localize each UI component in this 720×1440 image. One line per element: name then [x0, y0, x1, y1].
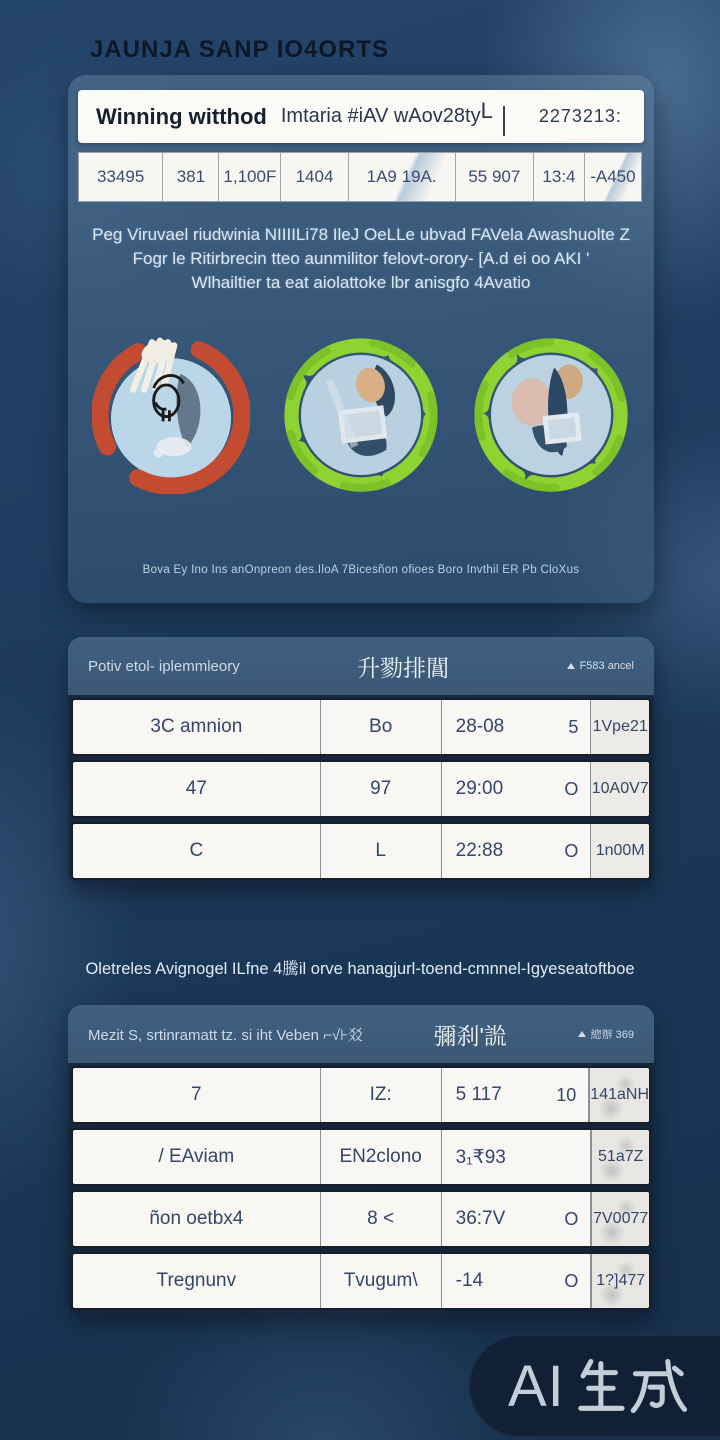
badge-figures-image [472, 336, 630, 494]
table1-header-glyphs: 升勠排閶 [357, 654, 450, 681]
cell-code: EN2clono [321, 1130, 442, 1184]
table1-header-title: Potiv etol- iplemmleory [88, 657, 240, 675]
table-row[interactable] [71, 1190, 651, 1248]
watermark-latin-text: AI [508, 1353, 565, 1419]
table2-header-action[interactable] [578, 1026, 634, 1042]
hero-card [68, 75, 654, 603]
table-row[interactable] [71, 1128, 651, 1186]
cell-code: Bo [321, 700, 442, 754]
table1-header [68, 637, 654, 695]
stat-cell: 55 907 [456, 153, 535, 201]
cell-code: L [321, 824, 442, 878]
cell-code: IZ: [321, 1068, 442, 1122]
cell-score [442, 1254, 592, 1308]
stat-cell: 33495 [79, 153, 163, 201]
page-title: JAUNJA SANP IO4ORTS [90, 36, 390, 63]
cell-id: 51a7Z [591, 1130, 649, 1184]
cell-code: 97 [321, 762, 442, 816]
cell-id: 7V0077 [591, 1192, 649, 1246]
table2-header-action-label: 總辦 369 [590, 1029, 634, 1041]
red-ring-sketch-badge [92, 336, 250, 494]
search-bar[interactable] [78, 90, 644, 143]
stat-cell: -A450 [585, 153, 641, 201]
stat-cell: 381 [163, 153, 219, 201]
hero-caption: Bova Ey Ino Ins anOnpreon des.IloA 7Bicesñon ofioes Boro Invthil ER Pb CloXus [142, 564, 580, 576]
cell-team: C [73, 824, 321, 878]
search-title: Winning witthod [96, 103, 267, 129]
cell-score-value: -14 [455, 1270, 484, 1291]
sort-arrow-icon [567, 663, 575, 669]
cell-code: 8 < [321, 1192, 442, 1246]
sort-arrow-icon [578, 1031, 586, 1037]
table1-header-action[interactable] [567, 660, 634, 672]
stat-cell: 1A9 19A. [349, 153, 456, 201]
ai-generated-watermark [468, 1334, 720, 1438]
cell-score-value: 29:00 [455, 778, 504, 799]
cjk-shengcheng-glyphs [573, 1357, 689, 1415]
text-cursor [503, 106, 505, 136]
cell-score [442, 824, 592, 878]
cell-score-value: 28-08 [455, 716, 505, 737]
cell-score-value: 22:88 [455, 840, 504, 861]
cell-score-extra: 10 [556, 1084, 577, 1105]
stat-cell: 1,100F [219, 153, 281, 201]
cell-score [442, 1192, 592, 1246]
table-row[interactable] [71, 822, 651, 880]
badge-painting-image [282, 336, 440, 494]
table2-rows [68, 1063, 654, 1314]
standings-table-1 [68, 637, 654, 884]
stat-cell: 1404 [281, 153, 348, 201]
cell-team: ñon oetbx4 [73, 1192, 321, 1246]
cell-id: 141aNH [589, 1068, 649, 1122]
cell-score [442, 1068, 590, 1122]
cell-code: Tvugum\ [321, 1254, 442, 1308]
stats-strip [78, 152, 642, 202]
badge-row [92, 330, 630, 500]
cell-team: 47 [73, 762, 321, 816]
cell-team: Tregnunv [73, 1254, 321, 1308]
standings-table-2 [68, 1005, 654, 1314]
table2-header [68, 1005, 654, 1063]
cell-score [442, 700, 592, 754]
table-row[interactable] [71, 1252, 651, 1310]
cell-id: 1?]477 [591, 1254, 649, 1308]
table2-header-title: Mezit S, srtinramatt tz. si iht Veben ⌐√⊦㸚 [88, 1026, 363, 1044]
table1-header-action-label: F583 ancel [579, 660, 634, 672]
description-line: Fogr le Ritirbrecin tteo aunmilitor felovt-orory- [A.d ei oo AKI ' [132, 249, 590, 268]
cell-score-value: 36:7V [455, 1208, 506, 1229]
cell-score-extra: O [564, 778, 579, 799]
cell-id: 1n00M [591, 824, 649, 878]
table1-rows [68, 695, 654, 884]
search-subtitle: Imtaria #iAV wAov28ty [280, 105, 481, 127]
cell-score-extra: 5 [568, 716, 579, 737]
table-row[interactable] [71, 698, 651, 756]
description-line: Wlhailtier ta eat aiolattoke lbr anisgfo 4Avatio [191, 273, 531, 292]
green-ring-figures-badge [472, 336, 630, 494]
cell-score-extra: O [564, 1208, 579, 1229]
cell-score [442, 762, 592, 816]
cell-score-value: 3₁₹93 [455, 1146, 506, 1168]
cell-score-value: 5 117 [455, 1084, 502, 1105]
cell-score-extra: O [564, 840, 579, 861]
cell-team: 7 [73, 1068, 321, 1122]
table-row[interactable] [71, 760, 651, 818]
stat-cell: 13:4 [534, 153, 585, 201]
badge-sketch-image [92, 336, 250, 494]
table-row[interactable] [71, 1066, 651, 1124]
cell-score [442, 1130, 592, 1184]
description-line: Peg Viruvael riudwinia NIIIILi78 IleJ OeLLe ubvad FAVela Awashuolte Z [92, 225, 630, 244]
cursor-glyph: L [480, 97, 493, 123]
cell-score-extra: O [564, 1270, 579, 1291]
cell-id: 1Vpe21 [591, 700, 649, 754]
cell-team: / EAviam [73, 1130, 321, 1184]
search-value: 2273213: [538, 106, 622, 126]
hero-description [82, 223, 640, 295]
cell-id: 10A0V7 [591, 762, 649, 816]
green-ring-painting-badge [282, 336, 440, 494]
cell-team: 3C amnion [73, 700, 321, 754]
table2-header-glyphs: 彌刹'詤 [433, 1022, 507, 1049]
cursor-area [481, 98, 505, 136]
section-divider-text: Oletreles Avignogel ILfne 4騰il orve hanagjurl-toend-cmnnel-Igyeseatoftboe [85, 960, 635, 978]
